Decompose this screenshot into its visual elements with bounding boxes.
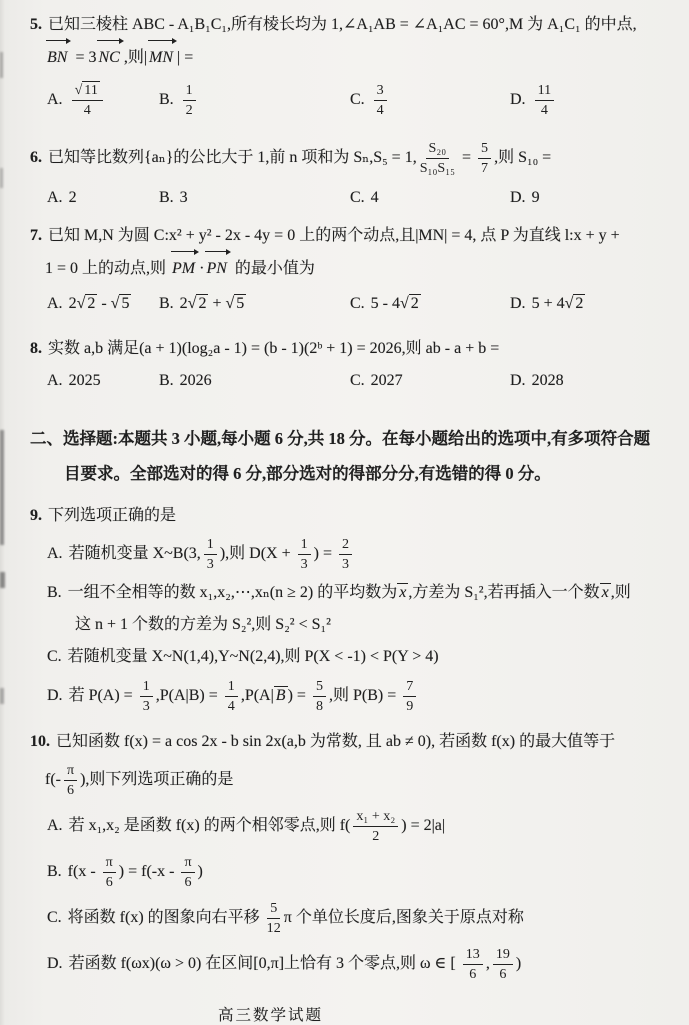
option-b xyxy=(159,189,350,207)
option-label: B. xyxy=(159,90,174,108)
option-c xyxy=(350,189,510,207)
option-c xyxy=(350,295,510,313)
question-number: 7. xyxy=(30,227,42,244)
question-5 xyxy=(30,10,663,127)
question-9-option-b-line-2: 这 n + 1 个数的方差为 S₂²,则 S₂² < S₁² xyxy=(75,616,331,633)
question-5-stem-line-2 xyxy=(30,40,663,73)
option-d xyxy=(510,189,663,207)
option-value: 2√ 2 + √ 5 xyxy=(179,295,245,312)
scan-smudge xyxy=(0,430,4,545)
question-number: 8. xyxy=(30,340,42,357)
option-text: 若 P(A) = $\frac{1}{3}$ ,P(A|B) = $\frac{1}{4}$ ,P(A| B ) = $\frac{5}{8}$ ,则 P(B) = $\frac{7}{9}$ xyxy=(69,687,420,704)
option-label: B. xyxy=(47,584,62,601)
scan-smudge xyxy=(0,688,4,704)
question-10-option-b xyxy=(30,849,663,895)
option-a xyxy=(47,189,159,207)
question-6-stem xyxy=(30,135,663,181)
option-b xyxy=(159,295,350,313)
stem-text: 已知等比数列{aₙ}的公比大于 1,前 n 项和为 Sₙ,S₅ = 1, $\frac{\text{S₂₀}}{\text{S₁₀S₁₅}}$ = $\frac{5}{7}$ ,则 S₁₀ = xyxy=(48,140,552,176)
question-9-stem xyxy=(30,501,663,531)
option-value: 4 xyxy=(370,188,379,206)
question-number: 6. xyxy=(30,149,42,166)
option-text: 若随机变量 X~N(1,4),Y~N(2,4),则 P(X < -1) < P(Y > 4) xyxy=(67,648,439,665)
question-9-option-c xyxy=(30,641,663,673)
option-value: $\frac{11}{4}$ xyxy=(532,91,558,108)
option-c xyxy=(350,82,510,118)
option-label: C. xyxy=(350,188,365,206)
option-label: D. xyxy=(510,295,526,312)
question-10-option-d xyxy=(30,941,663,987)
option-value: 2027 xyxy=(370,371,403,389)
question-10-option-c xyxy=(30,895,663,941)
question-10 xyxy=(30,727,663,987)
question-7-stem-line-2 xyxy=(30,251,663,284)
question-10-stem-line-1 xyxy=(30,727,663,757)
option-label: C. xyxy=(47,909,62,926)
stem-text: 已知 M,N 为圆 C:x² + y² - 2x - 4y = 0 上的两个动点,且|MN| = 4, 点 P 为直线 l:x + y + xyxy=(48,227,620,244)
question-7-stem-line-1 xyxy=(30,221,663,251)
question-8-options xyxy=(30,364,663,397)
section-2-header-line-2: 目要求。全部选对的得 6 分,部分选对的得部分分,有选错的得 0 分。 xyxy=(64,464,551,483)
question-10-stem-line-2 xyxy=(30,757,663,803)
question-number: 5. xyxy=(30,16,42,33)
question-5-options xyxy=(30,73,663,127)
section-2-header-line-1: 二、选择题:本题共 3 小题,每小题 6 分,共 18 分。在每小题给出的选项中,有多项符合题 xyxy=(30,429,651,448)
question-5-stem-line-1 xyxy=(30,10,663,40)
option-b xyxy=(159,82,350,118)
option-label: A. xyxy=(47,371,63,389)
option-label: B. xyxy=(47,863,62,880)
stem-text: 1 = 0 上的动点,则 PM · PN 的最小值为 xyxy=(45,260,315,277)
option-label: C. xyxy=(350,90,365,108)
option-text: 若 x₁,x₂ 是函数 f(x) 的两个相邻零点,则 f( $\frac{\text{x₁ + x₂}}{2}$ ) = 2|a| xyxy=(68,808,446,844)
scan-smudge xyxy=(0,168,3,188)
option-d xyxy=(510,295,663,313)
option-value: 2 xyxy=(68,188,77,206)
stem-text: BN = 3 NC ,则| MN | = xyxy=(45,49,193,66)
option-a xyxy=(47,372,159,390)
question-10-option-a xyxy=(30,803,663,849)
option-b xyxy=(159,372,350,390)
option-label: D. xyxy=(47,687,63,704)
option-label: B. xyxy=(159,188,174,206)
option-value: $\frac{1}{2}$ xyxy=(180,91,199,108)
question-6 xyxy=(30,135,663,214)
option-text: 若函数 f(ωx)(ω > 0) 在区间[0,π]上恰有 3 个零点,则 ω ∈ [ $\frac{13}{6}$ , $\frac{19}{6}$ ) xyxy=(68,946,522,982)
option-label: C. xyxy=(350,295,365,312)
option-a xyxy=(47,82,159,118)
question-8-stem xyxy=(30,334,663,364)
option-label: A. xyxy=(47,188,63,206)
stem-text: 已知函数 f(x) = a cos 2x - b sin 2x(a,b 为常数, 且 ab ≠ 0), 若函数 f(x) 的最大值等于 xyxy=(56,733,616,750)
question-number: 10. xyxy=(30,733,50,750)
option-d xyxy=(510,82,663,118)
option-d xyxy=(510,372,663,390)
option-value: 5 - 4√ 2 xyxy=(370,295,419,312)
question-number: 9. xyxy=(30,507,42,524)
footer-title: 高三数学试题 xyxy=(218,1007,324,1024)
option-label: A. xyxy=(47,295,63,312)
option-value: 9 xyxy=(531,188,540,206)
question-7 xyxy=(30,221,663,324)
option-value: 3 xyxy=(179,188,188,206)
question-9-option-d xyxy=(30,673,663,719)
option-value: 5 + 4√ 2 xyxy=(531,295,584,312)
scan-smudge xyxy=(0,52,3,78)
option-label: D. xyxy=(510,90,526,108)
scan-smudge xyxy=(0,572,5,588)
stem-text: 实数 a,b 满足(a + 1)(log₂a - 1) = (b - 1)(2ᵇ + 1) = 2026,则 ab - a + b = xyxy=(48,340,500,357)
question-7-options xyxy=(30,284,663,324)
option-value: $\frac{3}{4}$ xyxy=(371,91,390,108)
question-9-option-b xyxy=(30,577,663,609)
question-9 xyxy=(30,501,663,719)
option-value: 2√ 2 - √ 5 xyxy=(68,295,130,312)
section-2-header xyxy=(30,421,663,491)
option-text: 若随机变量 X~B(3, $\frac{1}{3}$ ),则 D(X + $\frac{1}{3}$ ) = $\frac{2}{3}$ xyxy=(69,545,356,562)
option-label: D. xyxy=(510,188,526,206)
option-c xyxy=(350,372,510,390)
option-text: 将函数 f(x) 的图象向右平移 $\frac{5}{12}$ π 个单位长度后,图象关于原点对称 xyxy=(67,900,524,936)
question-6-options xyxy=(30,181,663,214)
option-label: C. xyxy=(47,648,62,665)
option-label: B. xyxy=(159,295,174,312)
option-label: D. xyxy=(510,371,526,389)
question-8 xyxy=(30,334,663,397)
option-value: 2028 xyxy=(531,371,564,389)
option-label: B. xyxy=(159,371,174,389)
option-label: A. xyxy=(47,817,63,834)
option-value: 2025 xyxy=(68,371,101,389)
option-value: 2026 xyxy=(179,371,212,389)
option-label: A. xyxy=(47,545,63,562)
stem-text: 已知三棱柱 ABC - A₁B₁C₁,所有棱长均为 1,∠A₁AB = ∠A₁AC = 60°,M 为 A₁C₁ 的中点, xyxy=(48,16,637,33)
stem-text: 下列选项正确的是 xyxy=(48,507,177,524)
option-value: $\frac{√ 11}{4}$ xyxy=(69,91,106,108)
stem-text: f(- $\frac{\pi}{6}$ ),则下列选项正确的是 xyxy=(45,762,234,798)
option-text: f(x - $\frac{\pi}{6}$ ) = f(-x - $\frac{\pi}{6}$ ) xyxy=(67,854,203,890)
option-label: D. xyxy=(47,955,63,972)
option-text: 一组不全相等的数 x₁,x₂,⋯,xₙ(n ≥ 2) 的平均数为 x ,方差为 S₁²,若再插入一个数 x ,则 xyxy=(67,584,631,601)
question-9-option-a xyxy=(30,531,663,577)
option-a xyxy=(47,295,159,313)
option-label: C. xyxy=(350,371,365,389)
option-label: A. xyxy=(47,90,63,108)
